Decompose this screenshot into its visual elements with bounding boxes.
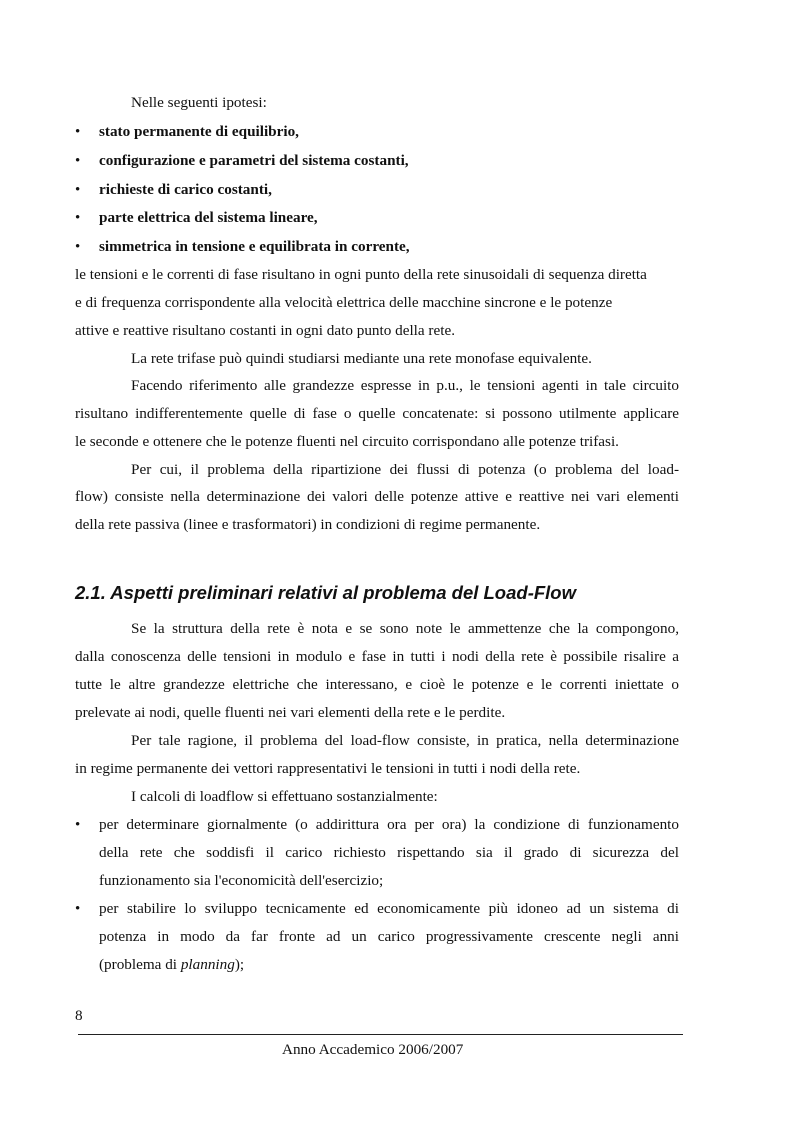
hypothesis-item: simmetrica in tensione e equilibrata in corrente,	[99, 238, 410, 255]
text-line: le tensioni e le correnti di fase risultano in ogni punto della rete sinusoidali di sequenza diretta	[75, 266, 647, 283]
bullet-icon: •	[75, 239, 81, 255]
text-line: Facendo riferimento alle grandezze espresse in p.u., le tensioni agenti in tale circuito	[131, 377, 679, 394]
italic-term: planning	[180, 956, 235, 973]
intro-text: Nelle seguenti ipotesi:	[131, 94, 267, 111]
text-line: potenza in modo da far fronte ad un carico progressivamente crescente negli anni	[99, 928, 679, 945]
hypothesis-item: richieste di carico costanti,	[99, 181, 272, 198]
text-line: funzionamento sia l'economicità dell'esercizio;	[99, 872, 384, 889]
text-line: prelevate ai nodi, quelle fluenti nei vari elementi della rete e le perdite.	[75, 704, 506, 721]
text-line: tutte le altre grandezze elettriche che interessano, e cioè le potenze e le correnti iniettate o	[75, 676, 679, 693]
hypothesis-item: parte elettrica del sistema lineare,	[99, 209, 318, 226]
footer-text: Anno Accademico 2006/2007	[282, 1041, 464, 1058]
page-number: 8	[75, 1007, 83, 1024]
bullet-icon: •	[75, 817, 81, 833]
bullet-icon: •	[75, 124, 81, 140]
section-heading: 2.1. Aspetti preliminari relativi al problema del Load-Flow	[75, 582, 576, 603]
text-line: le seconde e ottenere che le potenze fluenti nel circuito corrispondano alle potenze trifasi.	[75, 433, 619, 450]
paragraph-2: La rete trifase può quindi studiarsi mediante una rete monofase equivalente.	[131, 350, 592, 367]
text-line: per stabilire lo sviluppo tecnicamente ed economicamente più idoneo ad un sistema di	[99, 900, 679, 917]
text-line: flow) consiste nella determinazione dei valori delle potenze attive e reattive nei vari elementi	[75, 488, 679, 505]
text-line: dalla conoscenza delle tensioni in modulo e fase in tutti i nodi della rete è possibile risalire a	[75, 648, 679, 665]
text-line: della rete che soddisfi il carico richiesto rispettando sia il grado di sicurezza del	[99, 844, 679, 861]
hypothesis-item: configurazione e parametri del sistema costanti,	[99, 152, 409, 169]
text-line: attive e reattive risultano costanti in ogni dato punto della rete.	[75, 322, 455, 339]
text-line: Per tale ragione, il problema del load-flow consiste, in pratica, nella determinazione	[131, 732, 679, 749]
text-line: Se la struttura della rete è nota e se sono note le ammettenze che la compongono,	[131, 620, 679, 637]
bullet-icon: •	[75, 182, 81, 198]
hypothesis-item: stato permanente di equilibrio,	[99, 123, 299, 140]
text-line: risultano indifferentemente quelle di fase o quelle concatenate: si possono utilmente applicare	[75, 405, 679, 422]
bullet-icon: •	[75, 210, 81, 226]
text-line: in regime permanente dei vettori rappresentativi le tensioni in tutti i nodi della rete.	[75, 760, 581, 777]
paragraph-7: I calcoli di loadflow si effettuano sostanzialmente:	[131, 788, 438, 805]
text-line	[99, 955, 244, 975]
text-segment: );	[234, 956, 245, 973]
text-line: e di frequenza corrispondente alla velocità elettrica delle macchine sincrone e le potenze	[75, 294, 613, 311]
bullet-icon: •	[75, 901, 81, 917]
footer-rule	[78, 1034, 683, 1035]
text-segment: (problema di	[99, 956, 181, 973]
text-line: della rete passiva (linee e trasformatori) in condizioni di regime permanente.	[75, 516, 541, 533]
text-line: per determinare giornalmente (o addirittura ora per ora) la condizione di funzionamento	[99, 816, 679, 833]
text-line: Per cui, il problema della ripartizione dei flussi di potenza (o problema del load-	[131, 461, 679, 478]
bullet-icon: •	[75, 153, 81, 169]
